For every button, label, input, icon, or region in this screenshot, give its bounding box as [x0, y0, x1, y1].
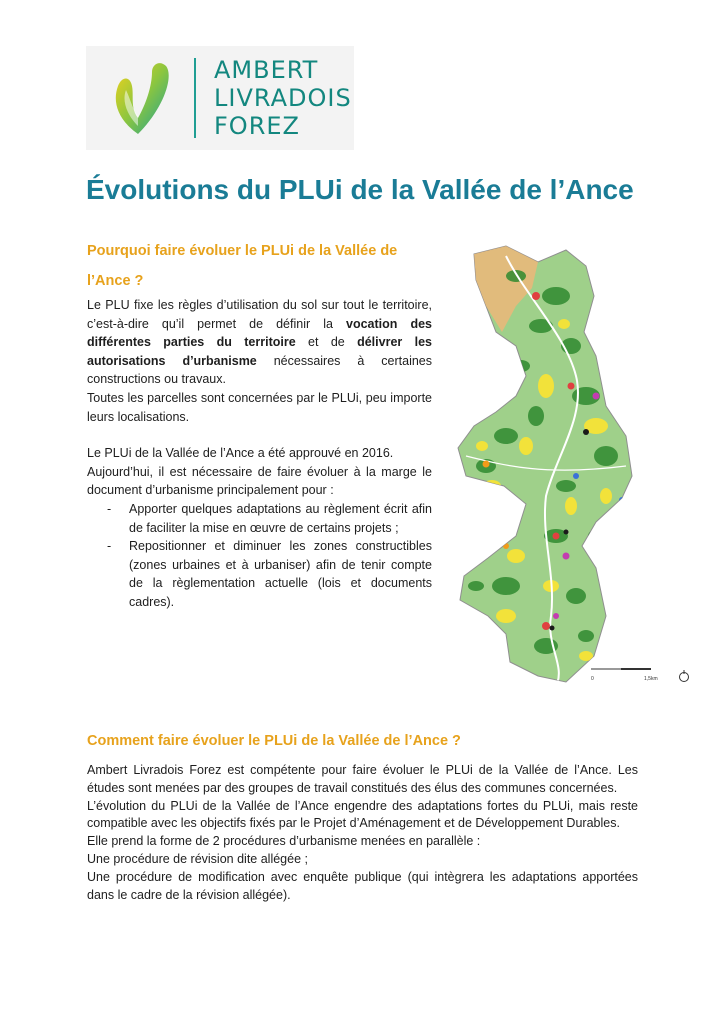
brand-line-1: AMBERT: [214, 56, 319, 84]
paragraph-evolution: L’évolution du PLUi de la Vallée de l’Ance engendre des adaptations fortes du PLUi, mais reste compatible avec les objectifs fixés par le Projet d’Aménagement et de Développement Durables.: [87, 798, 638, 831]
paragraph-today: Aujourd’hui, il est nécessaire de faire évoluer à la marge le document d’urbanisme principalement pour :: [87, 464, 432, 498]
section-why-body: [87, 296, 432, 612]
map-scale-bar: [591, 669, 658, 682]
paragraph-plu-definition: Le PLU fixe les règles d’utilisation du sol sur tout le territoire, c’est-à-dire qu’il permet de définir la vocation des différentes parties du territoire et de délivrer les autorisations d’urbanisme nécessaires à certaines constructions ou travaux.: [87, 298, 432, 387]
paragraph-modification: Une procédure de modification avec enquête publique (qui intègrera les adaptations apportées dans le cadre de la révision allégée).: [87, 869, 638, 902]
brand-name: [214, 56, 352, 140]
section-heading-how: Comment faire évoluer le PLUi de la Vallée de l’Ance ?: [87, 733, 461, 749]
brand-line-3: FOREZ: [214, 112, 300, 140]
svg-text:1,5km: 1,5km: [644, 676, 658, 682]
paragraph-competence: Ambert Livradois Forez est compétente pour faire évoluer le PLUi de la Vallée de l’Ance. Les études sont menées par des groupes de travail constitués des élus des communes concernées.: [87, 763, 638, 795]
page-title: Évolutions du PLUi de la Vallée de l’Ance: [86, 174, 634, 205]
svg-text:0: 0: [591, 676, 594, 682]
paragraph-revision: Une procédure de révision dite allégée ;: [87, 851, 308, 866]
bullet-list: [87, 500, 432, 612]
paragraph-approved: Le PLUi de la Vallée de l’Ance a été approuvé en 2016.: [87, 446, 394, 461]
list-item: - Apporter quelques adaptations au règlement écrit afin de faciliter la mise en œuvre de certains projets ;: [107, 501, 432, 535]
paragraph-parcels: Toutes les parcelles sont concernées par le PLUi, peu importe leurs localisations.: [87, 390, 432, 424]
list-item: - Repositionner et diminuer les zones constructibles (zones urbaines et à urbaniser) afin de tenir compte de la règlementation actuelle (lois et documents cadres).: [107, 539, 432, 609]
section-heading-why: Pourquoi faire évoluer le PLUi de la Vallée de l’Ance ?: [87, 243, 398, 289]
logo-block: [86, 46, 354, 150]
heart-logo-icon: [108, 56, 178, 140]
compass-icon: [680, 670, 689, 682]
territory-map: [446, 236, 696, 692]
paragraph-procedures: Elle prend la forme de 2 procédures d’urbanisme menées en parallèle :: [87, 834, 481, 849]
section-how-body: [87, 762, 638, 904]
logo-separator: [194, 58, 196, 138]
brand-line-2: LIVRADOIS: [214, 84, 352, 112]
